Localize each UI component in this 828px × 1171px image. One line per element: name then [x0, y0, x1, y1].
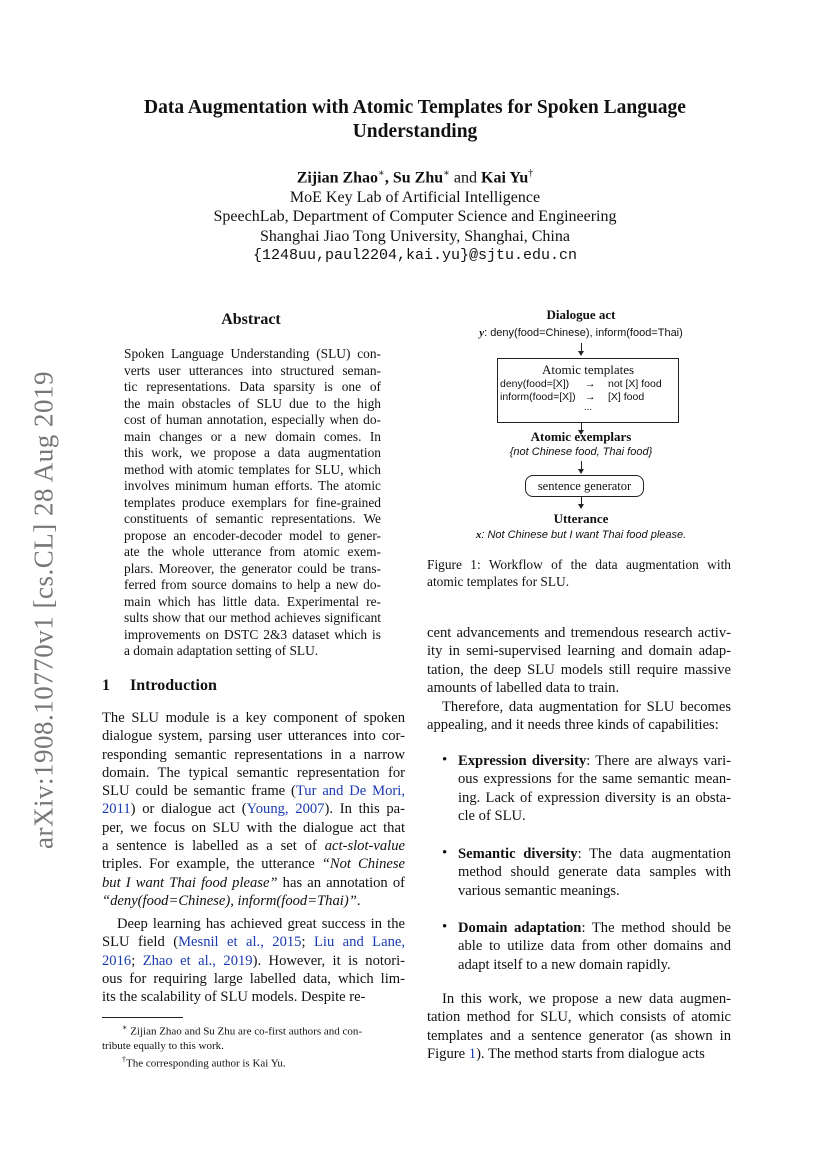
abstract-line: verts user utterances into structured seman- — [124, 362, 381, 378]
title-line-2: Understanding — [352, 121, 478, 142]
text-span: ing. Lack of expression diversity is an obsta- — [458, 789, 731, 806]
intro-p1-line — [102, 746, 405, 764]
text-span: domain. The typical semantic representation for — [102, 764, 405, 781]
right-p2-line: appealing, and it needs three kinds of capabilities: — [427, 717, 719, 734]
figure-dialogue-act-value — [428, 327, 734, 339]
section-title: Introduction — [130, 677, 217, 694]
right-paragraph-1 — [427, 624, 731, 697]
capability-line — [458, 789, 731, 807]
paper-title — [110, 96, 720, 144]
right-p3-line — [427, 1008, 731, 1026]
text-span: . — [356, 892, 361, 909]
abstract-line: method with atomic templates for SLU, which — [124, 461, 381, 477]
intro-p1-line — [102, 782, 405, 800]
text-span: SLU could be semantic frame ( — [102, 783, 296, 800]
section-heading-intro — [102, 677, 217, 695]
figure-templates-box — [497, 358, 679, 423]
footnote-2-line: The corresponding author is Kai Yu. — [126, 1057, 286, 1070]
capability-text — [458, 752, 731, 825]
author-3: Kai Yu — [481, 169, 529, 187]
footnote-1-cont: tribute equally to this work. — [102, 1039, 224, 1052]
emphasis-text: but I want Thai food please” — [102, 874, 278, 891]
capability-line — [458, 919, 731, 937]
intro-paragraph-2 — [102, 915, 405, 1006]
intro-p2-line — [102, 933, 405, 951]
capability-term: Expression diversity — [458, 753, 587, 769]
emphasis-text: act-slot-value — [324, 838, 405, 855]
text-span: : The method should be — [581, 920, 732, 936]
abstract-line: cost of human annotation, especially when do- — [124, 412, 381, 427]
figure-exemplars-value: {not Chinese food, Thai food} — [509, 446, 653, 458]
text-span: ous expressions for the same semantic mean- — [458, 771, 731, 788]
text-span: ous for requiring large labelled data, which lim- — [102, 970, 405, 987]
capability-item — [442, 845, 731, 900]
abstract-line: tic representations. Data sparsity is one of — [124, 379, 381, 394]
figure-templates-title: Atomic templates — [541, 362, 635, 377]
abstract-line: main which has little data. Experimental re- — [124, 593, 381, 609]
affiliation-3: Shanghai Jiao Tong University, Shanghai, China — [260, 227, 570, 245]
abstract-body — [124, 346, 381, 660]
emphasis-text: “Not Chinese — [321, 856, 405, 873]
author-2-mark: ∗ — [443, 168, 450, 179]
text-span: : There are always vari- — [586, 753, 731, 769]
citation-link[interactable]: 2011 — [102, 801, 131, 818]
figure-exemplars-title: Atomic exemplars — [530, 429, 632, 444]
figure-arrow-1 — [581, 343, 582, 353]
figure-template-2-arrow: → — [585, 391, 596, 403]
text-span: various semantic meanings. — [458, 882, 620, 899]
right-p1-line: tation, the deep SLU models still require massive — [427, 661, 731, 678]
text-span: The SLU module is a key component of spoken — [102, 710, 405, 726]
bullet-dot-icon: • — [442, 752, 448, 768]
author-2: Su Zhu — [392, 169, 444, 187]
right-paragraph-2 — [427, 698, 731, 735]
author-sep: , — [384, 169, 393, 187]
capability-line — [458, 752, 731, 770]
intro-p1-line — [102, 764, 405, 782]
footnote-2-mark: † — [122, 1054, 126, 1064]
text-span: ). However, it is notori- — [252, 952, 406, 969]
text-span: ) or dialogue act ( — [130, 801, 247, 818]
figure-x-value: : Not Chinese but I want Thai food please. — [481, 529, 687, 541]
capability-term: Semantic diversity — [458, 846, 578, 862]
text-span: adapt itself to a new domain rapidly. — [458, 956, 671, 973]
capability-text — [458, 845, 731, 900]
figure-y-value: : deny(food=Chinese), inform(food=Thai) — [484, 327, 683, 339]
intro-p2-line — [102, 970, 405, 988]
intro-p1-line — [102, 709, 405, 727]
intro-p1-line — [102, 855, 405, 873]
intro-p1-line — [102, 800, 405, 818]
capability-line — [458, 863, 731, 881]
bullet-dot-icon: • — [442, 845, 448, 861]
figure-utterance-title: Utterance — [553, 511, 609, 526]
abstract-line: involves minimum human efforts. The atomic — [124, 478, 381, 493]
intro-p1-line — [102, 874, 405, 892]
author-and: and — [449, 169, 482, 187]
footnote-2 — [102, 1053, 405, 1071]
text-span: Figure — [427, 1045, 469, 1062]
figure-ref-link[interactable]: 1 — [468, 1045, 477, 1062]
figure-template-1-left: deny(food=[X]) — [500, 378, 570, 390]
abstract-line: this work, we propose a data augmentation — [124, 445, 381, 460]
author-1-mark: ∗ — [378, 168, 385, 179]
footnote-rule — [102, 1017, 183, 1018]
figure-caption-line-1: Figure 1: Workflow of the data augmentation with — [427, 557, 731, 572]
citation-link[interactable]: Zhao et al., 2019 — [142, 952, 253, 969]
abstract-line: propose an encoder-decoder model to gener- — [124, 527, 381, 543]
text-span: dialogue system, parsing user utterances into cor- — [102, 728, 405, 745]
right-p3-line — [427, 1027, 731, 1045]
abstract-line: a domain adaptation setting of SLU. — [124, 643, 319, 658]
affiliation-2: SpeechLab, Department of Computer Science and Engineering — [213, 208, 617, 226]
right-p2-line: Therefore, data augmentation for SLU becomes — [442, 699, 731, 715]
right-p1-line: cent advancements and tremendous research activ- — [427, 625, 731, 641]
text-span: In this work, we propose a new data augmen- — [442, 991, 731, 1007]
capability-line — [458, 937, 731, 955]
text-span: its the scalability of SLU models. Despite re- — [102, 989, 366, 1006]
right-p3-line — [427, 1045, 731, 1063]
citation-link[interactable]: Mesnil et al., 2015 — [178, 934, 302, 951]
abstract-line: sults show that our method achieves significant — [124, 610, 381, 625]
figure-caption-line-2: atomic templates for SLU. — [427, 574, 570, 589]
abstract-line: plars. Moreover, the generator could be trans- — [124, 560, 381, 576]
abstract-line: templates produce exemplars for fine-grained — [124, 494, 381, 510]
author-email[interactable]: {1248uu,paul2204,kai.yu}@sjtu.edu.cn — [252, 247, 578, 265]
text-span: per, we focus on SLU with the dialogue act that — [102, 819, 405, 836]
author-1: Zijian Zhao — [296, 169, 379, 187]
figure-arrow-3 — [581, 461, 582, 471]
author-names — [110, 164, 720, 188]
figure-arrow-4 — [581, 497, 582, 506]
figure-y-label: y — [479, 327, 485, 339]
text-span: templates and a sentence generator (as shown in — [427, 1027, 731, 1044]
footnote-1 — [102, 1021, 405, 1039]
capability-item — [442, 752, 731, 825]
right-p1-line: amounts of labelled data to train. — [427, 679, 620, 696]
intro-p1-line — [102, 892, 405, 910]
capability-line — [458, 770, 731, 788]
abstract-line: ate the whole utterance from atomic exem- — [124, 544, 381, 559]
right-paragraph-3 — [427, 990, 731, 1063]
title-line-1: Data Augmentation with Atomic Templates for Spoken Language — [144, 97, 686, 118]
intro-p2-line — [102, 915, 405, 933]
text-span: SLU field ( — [102, 934, 179, 951]
figure-template-ellipsis: ... — [583, 402, 593, 413]
intro-p1-line — [102, 727, 405, 745]
text-span: cle of SLU. — [458, 807, 526, 824]
abstract-line: constituents of semantic representations. We — [124, 511, 381, 526]
text-span: has an annotation of — [277, 874, 405, 891]
affiliation-1: MoE Key Lab of Artificial Intelligence — [289, 188, 541, 206]
capability-term: Domain adaptation — [458, 920, 582, 936]
intro-p1-line — [102, 819, 405, 837]
footnote-1-line-1: Zijian Zhao and Su Zhu are co-first authors and con- — [127, 1025, 363, 1038]
abstract-line: the main obstacles of SLU due to the high — [124, 395, 381, 411]
capability-text — [458, 919, 731, 974]
abstract-heading: Abstract — [221, 311, 281, 328]
figure-dialogue-act-title: Dialogue act — [546, 307, 616, 322]
text-span: : The data augmentation — [577, 846, 731, 862]
bullet-dot-icon: • — [442, 919, 448, 935]
capability-line — [458, 845, 731, 863]
abstract-line: improvements on DSTC 2&3 dataset which is — [124, 626, 381, 642]
citation-link[interactable]: Young, 2007 — [246, 801, 325, 818]
figure-template-2-left: inform(food=[X]) — [500, 391, 576, 403]
right-p1-line: ity in semi-supervised learning and domain adap- — [427, 643, 731, 660]
text-span: responding semantic representations in a narrow — [102, 746, 405, 763]
figure-x-label: x — [475, 529, 482, 541]
right-p3-line — [427, 990, 731, 1008]
figure-utterance-value — [428, 529, 734, 541]
citation-link[interactable]: Tur and De Mori, — [295, 783, 405, 800]
emphasis-text: “deny(food=Chinese), inform(food=Thai)” — [102, 892, 357, 909]
citation-link[interactable]: Liu and Lane, — [313, 934, 405, 951]
text-span: method should generate data samples with — [458, 864, 731, 881]
abstract-line: Spoken Language Understanding (SLU) con- — [124, 346, 381, 361]
figure-1 — [428, 305, 734, 545]
footnote-1-mark: ∗ — [122, 1023, 128, 1032]
intro-p2-line — [102, 952, 405, 970]
capability-line — [458, 882, 731, 900]
text-span: triples. For example, the utterance — [102, 856, 322, 873]
text-span: ). The method starts from dialogue acts — [476, 1045, 705, 1062]
intro-paragraph-1 — [102, 709, 405, 910]
footnotes — [102, 1021, 405, 1070]
figure-caption — [427, 556, 731, 590]
text-span: ). In this pa- — [324, 801, 406, 818]
text-span: Deep learning has achieved great success in the — [117, 916, 405, 932]
intro-p2-line — [102, 988, 405, 1006]
text-span: a sentence is labelled as a set of — [102, 838, 325, 855]
figure-template-1-right: not [X] food — [608, 378, 662, 390]
capability-line — [458, 956, 731, 974]
abstract-line: main changes or a new domain comes. In — [124, 428, 381, 444]
text-span: tation method for SLU, which consists of atomic — [427, 1009, 731, 1026]
text-span: ; — [131, 952, 143, 969]
author-3-mark: † — [528, 168, 534, 179]
abstract-line: ferred from source domains to help a new do- — [124, 577, 381, 592]
citation-link[interactable]: 2016 — [102, 952, 132, 969]
section-number: 1 — [102, 677, 110, 694]
author-block — [110, 164, 720, 266]
arxiv-id-text: arXiv:1908.10770v1 [cs.CL] 28 Aug 2019 — [28, 371, 59, 849]
figure-template-2-right: [X] food — [608, 391, 645, 403]
figure-template-1-arrow: → — [585, 378, 596, 390]
text-span: ; — [301, 934, 314, 951]
intro-p1-line — [102, 837, 405, 855]
capability-item — [442, 919, 731, 974]
capability-line — [458, 807, 731, 825]
arxiv-sidebar — [22, 360, 66, 860]
figure-generator-box: sentence generator — [525, 475, 644, 497]
text-span: able to utilize data from other domains and — [458, 938, 731, 955]
